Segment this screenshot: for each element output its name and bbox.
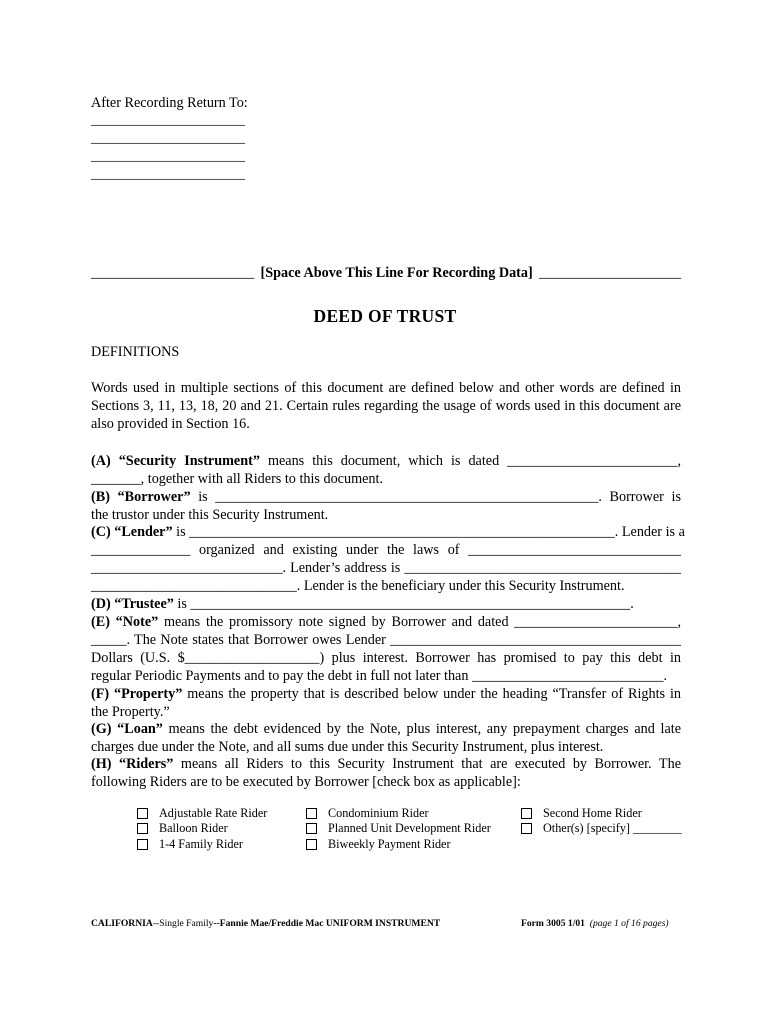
definition-text: Dollars (U.S. $___________________) plus interest. Borrower has promised to pay this debt in	[91, 650, 681, 666]
rider-condominium[interactable]	[306, 806, 491, 821]
footer-form-number: Form 3005 1/01	[521, 918, 585, 929]
definition-text: means the property that is described below under the heading “Transfer of Rights in	[182, 686, 681, 702]
rider-planned-unit-development[interactable]	[306, 821, 491, 836]
rider-label: Condominium Rider	[328, 806, 429, 820]
definition-trustee	[91, 595, 681, 613]
rider-label: Planned Unit Development Rider	[328, 821, 491, 836]
term-loan: (G) “Loan”	[91, 721, 163, 737]
rider-1-4-family[interactable]	[137, 837, 267, 852]
rider-others[interactable]	[521, 821, 682, 836]
definition-text: is ____________________________________________________________. Lender is a	[172, 524, 685, 540]
recording-line-left: _______________________	[91, 265, 255, 281]
definition-text: ______________ organized and existing under the laws of ______________________________	[91, 542, 681, 558]
definition-note	[91, 613, 681, 685]
term-riders: (H) “Riders”	[91, 756, 174, 772]
term-note: (E) “Note”	[91, 614, 159, 630]
definition-text: is ______________________________________________________________.	[173, 596, 634, 612]
return-address-line-4: ______________________	[91, 167, 245, 182]
footer-instrument	[91, 918, 440, 929]
rider-second-home[interactable]	[521, 806, 682, 821]
definition-loan	[91, 720, 681, 756]
checkbox-icon[interactable]	[306, 839, 317, 850]
definition-text: _____________________________. Lender is the beneficiary under this Security Instrument.	[91, 578, 625, 594]
definition-text: means the promissory note signed by Borrower and dated _______________________,	[158, 614, 682, 630]
definition-text: is ______________________________________________________. Borrower is	[190, 489, 681, 505]
document-title: DEED OF TRUST	[313, 306, 457, 326]
definition-text: the trustor under this Security Instrument.	[91, 507, 329, 523]
footer-page-number: (page 1 of 16 pages)	[589, 918, 669, 929]
definition-text: means this document, which is dated ________________________,	[259, 453, 681, 469]
definition-text: _______, together with all Riders to this document.	[91, 471, 383, 487]
rider-label: Adjustable Rate Rider	[159, 806, 268, 820]
rider-label: Other(s) [specify] ________	[543, 821, 682, 836]
footer-separator: --	[152, 918, 160, 929]
rider-label: Balloon Rider	[159, 821, 228, 836]
rider-biweekly-payment[interactable]	[306, 837, 491, 852]
checkbox-icon[interactable]	[521, 808, 532, 819]
return-address-line-3: ______________________	[91, 149, 245, 164]
term-security-instrument: (A) “Security Instrument”	[91, 453, 260, 469]
term-trustee: (D) “Trustee”	[91, 596, 174, 612]
recording-data-line	[91, 265, 681, 282]
recording-line-right: ____________________	[539, 265, 681, 281]
footer-family: Single Family	[159, 918, 214, 929]
checkbox-icon[interactable]	[137, 808, 148, 819]
footer-separator: --	[213, 918, 220, 929]
rider-balloon[interactable]	[137, 821, 267, 836]
term-borrower: (B) “Borrower”	[91, 489, 191, 505]
rider-label: Biweekly Payment Rider	[328, 836, 451, 851]
definition-riders	[91, 755, 681, 791]
rider-adjustable-rate[interactable]	[137, 806, 267, 821]
definition-text: regular Periodic Payments and to pay the debt in full not later than ___________________________.	[91, 668, 668, 684]
footer-state: CALIFORNIA	[91, 918, 153, 929]
return-address-line-2: ______________________	[91, 131, 245, 146]
term-property: (F) “Property”	[91, 686, 183, 702]
riders-column-1	[137, 806, 267, 852]
footer-form	[521, 918, 669, 929]
recording-data-label: [Space Above This Line For Recording Data]	[260, 265, 533, 281]
definition-text: means the debt evidenced by the Note, plus interest, any prepayment charges and late	[162, 721, 682, 737]
definition-security-instrument	[91, 452, 681, 488]
definitions-heading: DEFINITIONS	[91, 344, 180, 360]
definition-text: following Riders are to be executed by Borrower [check box as applicable]:	[91, 774, 521, 790]
definition-text: _____. The Note states that Borrower owes Lender _________________________________________	[91, 632, 681, 648]
riders-column-2	[306, 806, 491, 852]
riders-column-3	[521, 806, 682, 837]
intro-paragraph: Words used in multiple sections of this document are defined below and other words are defined in Sections 3, 11, 13, 18, 20 and 21. Certain rules regarding the usage of words used in this document are also provided in Section 16.	[91, 380, 681, 432]
return-address-line-1: ______________________	[91, 113, 245, 128]
checkbox-icon[interactable]	[521, 823, 532, 834]
definition-text: means all Riders to this Security Instrument that are executed by Borrower. The	[173, 756, 681, 772]
definition-text: the Property.”	[91, 704, 170, 720]
checkbox-icon[interactable]	[306, 808, 317, 819]
rider-label: Second Home Rider	[543, 806, 642, 820]
definition-text: ___________________________. Lender’s address is _______________________________________	[91, 560, 681, 576]
definition-lender	[91, 523, 685, 595]
checkbox-icon[interactable]	[306, 823, 317, 834]
checkbox-icon[interactable]	[137, 839, 148, 850]
definition-text: charges due under the Note, and all sums due under this Security Instrument, plus interest.	[91, 739, 604, 755]
definition-borrower	[91, 488, 681, 524]
checkbox-icon[interactable]	[137, 823, 148, 834]
return-to-label: After Recording Return To:	[91, 95, 248, 111]
footer-uniform-instrument: Fannie Mae/Freddie Mac UNIFORM INSTRUMENT	[219, 918, 441, 929]
definition-property	[91, 685, 681, 721]
rider-label: 1-4 Family Rider	[159, 836, 243, 851]
term-lender: (C) “Lender”	[91, 524, 173, 540]
